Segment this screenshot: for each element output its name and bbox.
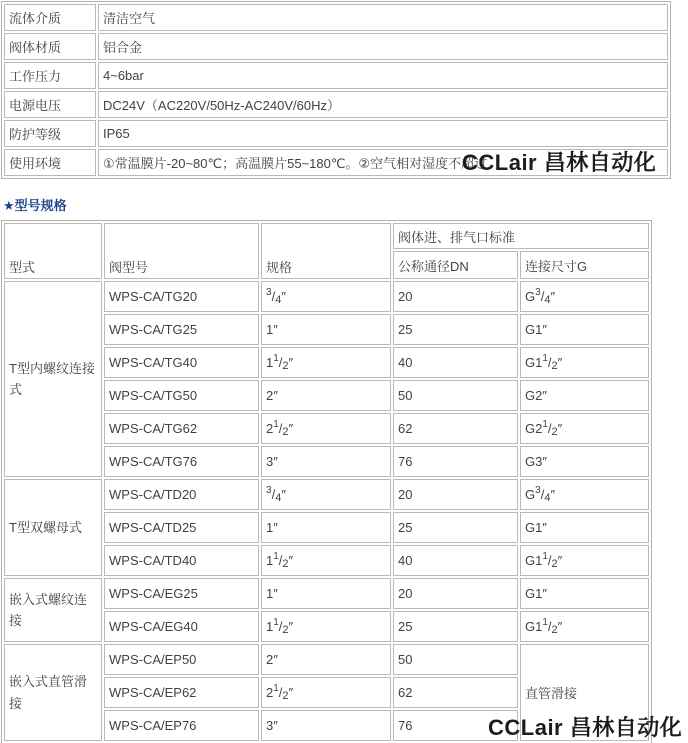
table-row	[4, 281, 649, 312]
spec-label-cell: 流体介质	[4, 4, 96, 31]
spec-cell: $1^1/_2''$	[261, 347, 391, 378]
dn-cell: 76	[393, 446, 518, 477]
g-cell: G2″	[520, 380, 649, 411]
spec-label-cell: 工作压力	[4, 62, 96, 89]
col-header-model: 阀型号	[104, 223, 259, 279]
table-row	[4, 4, 668, 31]
section-title: ★型号规格	[3, 198, 67, 213]
spec-cell: 1″	[261, 578, 391, 609]
dn-cell: 40	[393, 347, 518, 378]
spec-label-cell: 使用环境	[4, 149, 96, 176]
spec-cell: 3″	[261, 446, 391, 477]
spec-cell: 3″	[261, 710, 391, 741]
spec-label-cell: 阀体材质	[4, 33, 96, 60]
dn-cell: 76	[393, 710, 518, 741]
g-cell: G1″	[520, 578, 649, 609]
dn-cell: 25	[393, 314, 518, 345]
g-cell: $G1^1/_2''$	[520, 347, 649, 378]
model-cell: WPS-CA/TD20	[104, 479, 259, 510]
spec-cell: $2^1/_2''$	[261, 677, 391, 708]
col-header-g: 连接尺寸G	[520, 251, 649, 279]
spec-label-cell: 电源电压	[4, 91, 96, 118]
g-cell: G1″	[520, 314, 649, 345]
spec-cell: 2″	[261, 380, 391, 411]
dn-cell: 40	[393, 545, 518, 576]
col-header-port-standard: 阀体进、排气口标准	[393, 223, 649, 249]
spec-value-cell: 清洁空气	[98, 4, 668, 31]
table-row	[4, 120, 668, 147]
models-table-body	[4, 281, 649, 741]
spec-cell: $1^1/_2''$	[261, 611, 391, 642]
model-specifications-table	[1, 220, 652, 743]
spec-value-cell: ①常温膜片-20~80℃；高温膜片55~180℃。②空气相对湿度不超过	[98, 149, 668, 176]
dn-cell: 62	[393, 677, 518, 708]
model-cell: WPS-CA/TD25	[104, 512, 259, 543]
table-row	[4, 644, 649, 675]
dn-cell: 50	[393, 644, 518, 675]
g-cell: $G1^1/_2''$	[520, 545, 649, 576]
dn-cell: 20	[393, 578, 518, 609]
table-row	[4, 479, 649, 510]
spec-cell: 1″	[261, 512, 391, 543]
model-cell: WPS-CA/EP76	[104, 710, 259, 741]
table-row	[4, 91, 668, 118]
type-cell: 嵌入式直管滑接	[4, 644, 102, 741]
type-cell: T型内螺纹连接式	[4, 281, 102, 477]
spec-value-cell: 铝合金	[98, 33, 668, 60]
type-cell: 嵌入式螺纹连接	[4, 578, 102, 642]
spec-cell: 2″	[261, 644, 391, 675]
spec-value-cell: DC24V（AC220V/50Hz-AC240V/60Hz）	[98, 91, 668, 118]
g-cell: G1″	[520, 512, 649, 543]
dn-cell: 25	[393, 611, 518, 642]
table-row	[4, 62, 668, 89]
model-cell: WPS-CA/EP50	[104, 644, 259, 675]
model-cell: WPS-CA/EP62	[104, 677, 259, 708]
col-header-dn: 公称通径DN	[393, 251, 518, 279]
table-row	[4, 578, 649, 609]
dn-cell: 50	[393, 380, 518, 411]
spec-label-cell: 防护等级	[4, 120, 96, 147]
model-cell: WPS-CA/TG76	[104, 446, 259, 477]
g-cell: $G^3/_4''$	[520, 281, 649, 312]
models-table-header	[4, 223, 649, 279]
spec-cell: $1^1/_2''$	[261, 545, 391, 576]
g-cell: $G1^1/_2''$	[520, 611, 649, 642]
g-cell: $G^3/_4''$	[520, 479, 649, 510]
dn-cell: 20	[393, 281, 518, 312]
dn-cell: 20	[393, 479, 518, 510]
g-merged-cell: 直管滑接	[520, 644, 649, 741]
table-row	[4, 223, 649, 249]
spec-cell: $^3/_4''$	[261, 479, 391, 510]
spec-cell: $^3/_4''$	[261, 281, 391, 312]
model-cell: WPS-CA/TG40	[104, 347, 259, 378]
spec-value-cell: 4~6bar	[98, 62, 668, 89]
model-cell: WPS-CA/TD40	[104, 545, 259, 576]
model-cell: WPS-CA/EG40	[104, 611, 259, 642]
spec-cell: 1″	[261, 314, 391, 345]
watermark-logo-top: CCLair 昌林自动化	[462, 150, 657, 175]
model-cell: WPS-CA/TG25	[104, 314, 259, 345]
table-row	[4, 33, 668, 60]
spec-value-cell: IP65	[98, 120, 668, 147]
col-header-type: 型式	[4, 223, 102, 279]
watermark-logo-bottom: CCLair 昌林自动化	[488, 715, 683, 740]
g-cell: G3″	[520, 446, 649, 477]
dn-cell: 25	[393, 512, 518, 543]
g-cell: $G2^1/_2''$	[520, 413, 649, 444]
dn-cell: 62	[393, 413, 518, 444]
col-header-spec: 规格	[261, 223, 391, 279]
spec-cell: $2^1/_2''$	[261, 413, 391, 444]
model-cell: WPS-CA/TG50	[104, 380, 259, 411]
model-cell: WPS-CA/TG20	[104, 281, 259, 312]
model-cell: WPS-CA/EG25	[104, 578, 259, 609]
type-cell: T型双螺母式	[4, 479, 102, 576]
model-cell: WPS-CA/TG62	[104, 413, 259, 444]
